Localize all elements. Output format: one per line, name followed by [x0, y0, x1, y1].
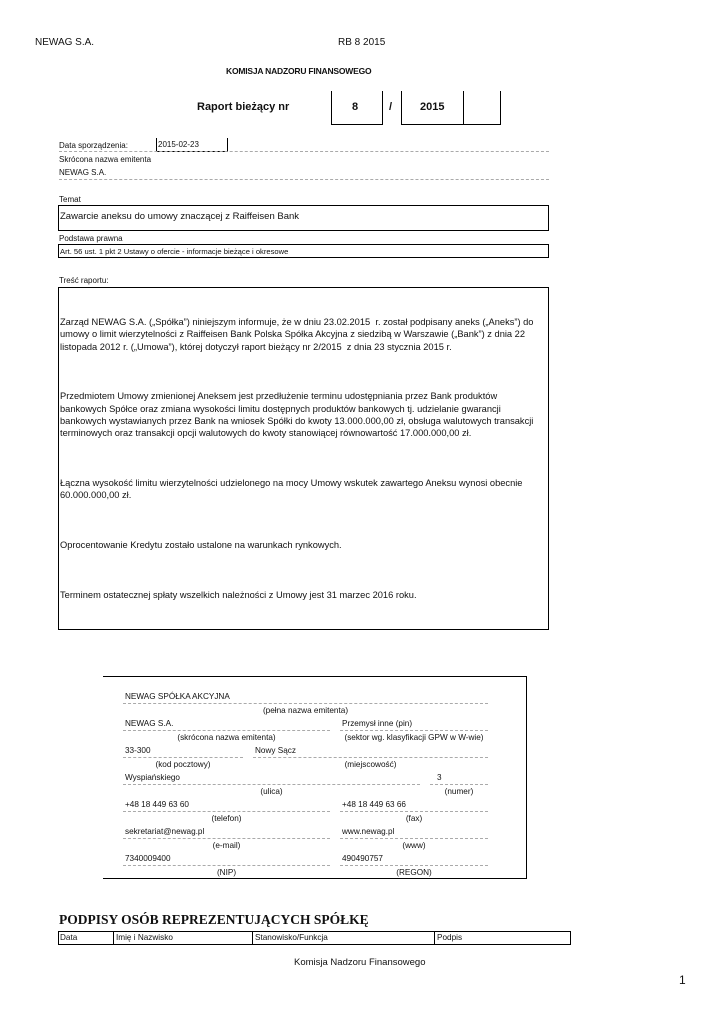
issuer-sector: Przemysł inne (pin): [342, 719, 413, 728]
signatures-col-position: Stanowisko/Funkcja: [253, 932, 435, 944]
issuer-email: sekretariat@newag.pl: [125, 827, 205, 836]
content-paragraph: Oprocentowanie Kredytu zostało ustalone na warunkach rynkowych.: [60, 540, 342, 551]
issuer-full-name: NEWAG SPÓŁKA AKCYJNA: [125, 692, 230, 701]
issuer-www: www.newag.pl: [342, 827, 395, 836]
subject-box: [58, 205, 549, 231]
issuer-short-value: NEWAG S.A.: [59, 168, 107, 177]
signatures-title: PODPISY OSÓB REPREZENTUJĄCYCH SPÓŁKĘ: [59, 912, 369, 927]
issuer-city-caption: (miejscowość): [344, 760, 397, 769]
signatures-col-date: Data: [58, 932, 114, 944]
content-paragraph: Przedmiotem Umowy zmienionej Aneksem jest przedłużenie terminu udostępniania przez Bank produktów bankowych Spółce oraz zmiana wysokości limitu dostępnych produktów bankowych tj. udzielanie gwarancji bankowych wystawianych przez Bank na wniosek Spółki do kwoty 13.000.000,00 zł, obsługa walutowych transakcji terminowych oraz transakcji opcji walutowych do kwoty stanowiącej równowartość 17.000.000,00 zł.: [60, 391, 534, 439]
issuer-fax: +48 18 449 63 66: [342, 800, 406, 809]
issuer-email-caption: (e-mail): [212, 841, 241, 850]
header-report-code: RB 8 2015: [338, 37, 386, 48]
issuer-street-caption: (ulica): [260, 787, 283, 796]
legal-basis-label: Podstawa prawna: [59, 234, 123, 243]
issuer-postal-code-caption: (kod pocztowy): [155, 760, 211, 769]
issuer-number: 3: [437, 773, 442, 782]
issuer-regon-caption: (REGON): [396, 868, 432, 877]
content-label: Treść raportu:: [59, 276, 109, 285]
content-paragraph: Łączna wysokość limitu wierzytelności udzielonego na mocy Umowy wskutek zawartego Aneksu wynosi obecnie 60.000.000,00 zł.: [60, 478, 523, 501]
issuer-short-name: NEWAG S.A.: [125, 719, 174, 728]
signatures-col-signature: Podpis: [437, 933, 463, 942]
header-authority: KOMISJA NADZORU FINANSOWEGO: [226, 66, 372, 76]
date-value: 2015-02-23: [158, 140, 199, 149]
issuer-sector-caption: (sektor wg. klasyfikacji GPW w W-wie): [344, 733, 484, 742]
issuer-street: Wyspiańskiego: [125, 773, 180, 782]
issuer-short-name-caption: (skrócona nazwa emitenta): [177, 733, 276, 742]
issuer-fax-caption: (fax): [405, 814, 423, 823]
issuer-www-caption: (www): [402, 841, 426, 850]
issuer-nip-caption: (NIP): [216, 868, 237, 877]
content-paragraph: Terminem ostatecznej spłaty wszelkich należności z Umowy jest 31 marzec 2016 roku.: [60, 589, 417, 600]
date-label: Data sporządzenia:: [59, 141, 128, 150]
issuer-nip: 7340009400: [125, 854, 171, 863]
report-number-box: [331, 91, 383, 125]
issuer-city: Nowy Sącz: [255, 746, 296, 755]
legal-basis-box: [58, 244, 549, 258]
report-separator: /: [389, 101, 393, 113]
report-title: Raport bieżący nr: [197, 101, 290, 113]
footer-authority: Komisja Nadzoru Finansowego: [294, 957, 426, 968]
subject-value: Zawarcie aneksu do umowy znaczącej z Raiffeisen Bank: [60, 211, 300, 222]
report-extra-box: [464, 91, 501, 125]
issuer-number-caption: (numer): [444, 787, 474, 796]
date-box: [156, 138, 228, 152]
issuer-postal-code: 33-300: [125, 746, 151, 755]
report-year-box: [401, 91, 464, 125]
issuer-phone-caption: (telefon): [211, 814, 242, 823]
report-year: 2015: [420, 101, 445, 113]
content-paragraph: Zarząd NEWAG S.A. („Spółka”) niniejszym informuje, że w dniu 23.02.2015 r. został podpisany aneks („Aneks”) do umowy o limit wierzytelności z Raiffeisen Bank Polska Spółka Akcyjna z siedzibą w Warszawie („Bank”) z dnia 22 listopada 2012 r. („Umowa”), której dotyczył raport bieżący nr 2/2015 z dnia 23 stycznia 2015 r.: [60, 316, 534, 352]
issuer-regon: 490490757: [342, 854, 383, 863]
legal-basis-value: Art. 56 ust. 1 pkt 2 Ustawy o ofercie - informacje bieżące i okresowe: [60, 247, 289, 256]
signatures-col-name: Imię i Nazwisko: [114, 932, 253, 944]
content-text: [60, 291, 549, 630]
page-number: 1: [679, 973, 686, 987]
report-number: 8: [352, 101, 359, 113]
header-company: NEWAG S.A.: [35, 37, 95, 48]
subject-label: Temat: [59, 195, 81, 204]
issuer-full-name-caption: (pełna nazwa emitenta): [262, 706, 349, 715]
issuer-phone: +48 18 449 63 60: [125, 800, 189, 809]
content-box: [58, 287, 549, 630]
issuer-short-label: Skrócona nazwa emitenta: [59, 155, 152, 164]
